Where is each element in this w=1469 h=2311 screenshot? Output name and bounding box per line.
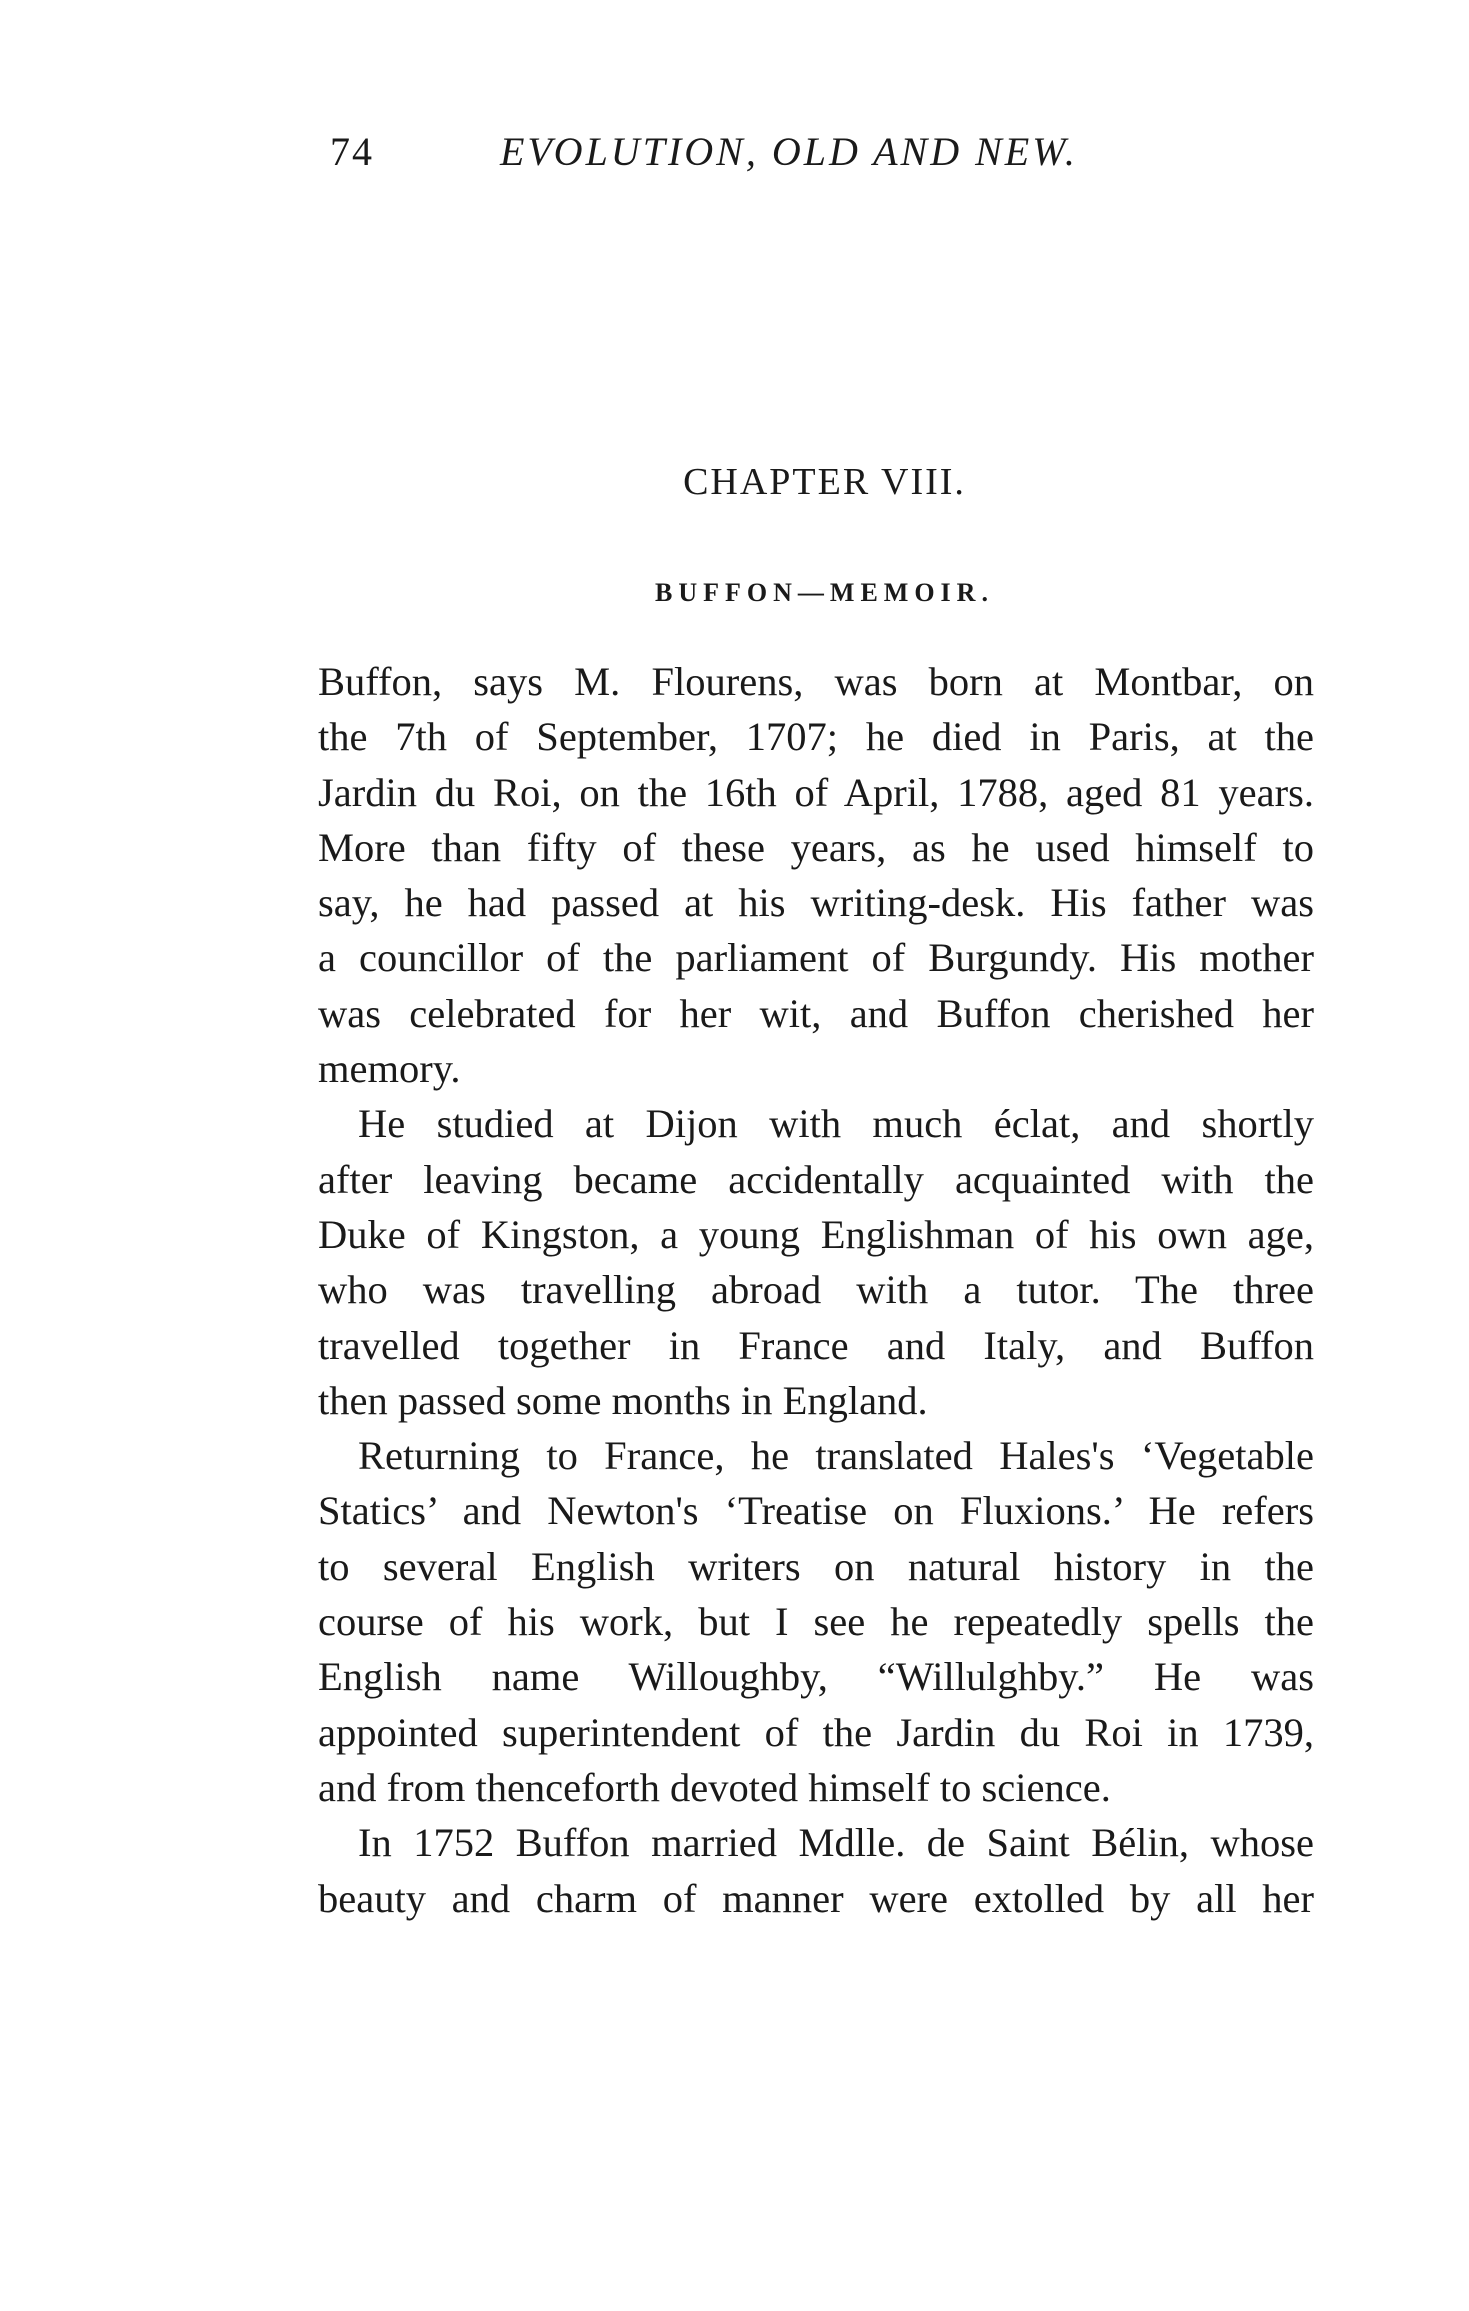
text-line: Duke of Kingston, a young Englishman of his own age, — [318, 1211, 1314, 1257]
text-line: say, he had passed at his writing-desk. His father was — [318, 880, 1314, 926]
chapter-subtitle: BUFFON—MEMOIR. — [655, 578, 994, 607]
text-line: course of his work, but I see he repeatedly spells the — [318, 1599, 1314, 1645]
chapter-heading: CHAPTER VIII. — [683, 461, 966, 503]
text-line: Returning to France, he translated Hales's ‘Vegetable — [358, 1433, 1314, 1479]
text-line: Buffon, says M. Flourens, was born at Montbar, on — [318, 659, 1314, 704]
running-head — [330, 128, 1190, 188]
text-line: a councillor of the parliament of Burgundy. His mother — [318, 935, 1314, 981]
text-line: appointed superintendent of the Jardin du Roi in 1739, — [318, 1709, 1314, 1755]
running-title: EVOLUTION, OLD AND NEW. — [500, 129, 1078, 174]
text-line: More than fifty of these years, as he used himself to — [318, 824, 1314, 870]
text-line: beauty and charm of manner were extolled by all her — [318, 1875, 1314, 1921]
text-line: to several English writers on natural history in the — [318, 1543, 1314, 1589]
body-text — [318, 654, 1314, 1926]
text-line: who was travelling abroad with a tutor. The three — [318, 1267, 1314, 1313]
text-line: In 1752 Buffon married Mdlle. de Saint Bélin, whose — [358, 1820, 1314, 1866]
text-line: English name Willoughby, “Willulghby.” He was — [318, 1654, 1314, 1700]
text-line: the 7th of September, 1707; he died in Paris, at the — [318, 714, 1314, 760]
text-line: then passed some months in England. — [318, 1377, 928, 1423]
text-line: was celebrated for her wit, and Buffon cherished her — [318, 990, 1314, 1036]
text-line: after leaving became accidentally acquainted with the — [318, 1156, 1314, 1202]
text-line: Jardin du Roi, on the 16th of April, 1788, aged 81 years. — [318, 769, 1314, 815]
text-line: He studied at Dijon with much éclat, and shortly — [358, 1101, 1314, 1147]
text-line: Statics’ and Newton's ‘Treatise on Fluxions.’ He refers — [318, 1488, 1314, 1534]
text-line: and from thenceforth devoted himself to science. — [318, 1764, 1111, 1810]
text-line: memory. — [318, 1046, 461, 1092]
page-number: 74 — [330, 129, 374, 174]
text-line: travelled together in France and Italy, and Buffon — [318, 1322, 1314, 1368]
